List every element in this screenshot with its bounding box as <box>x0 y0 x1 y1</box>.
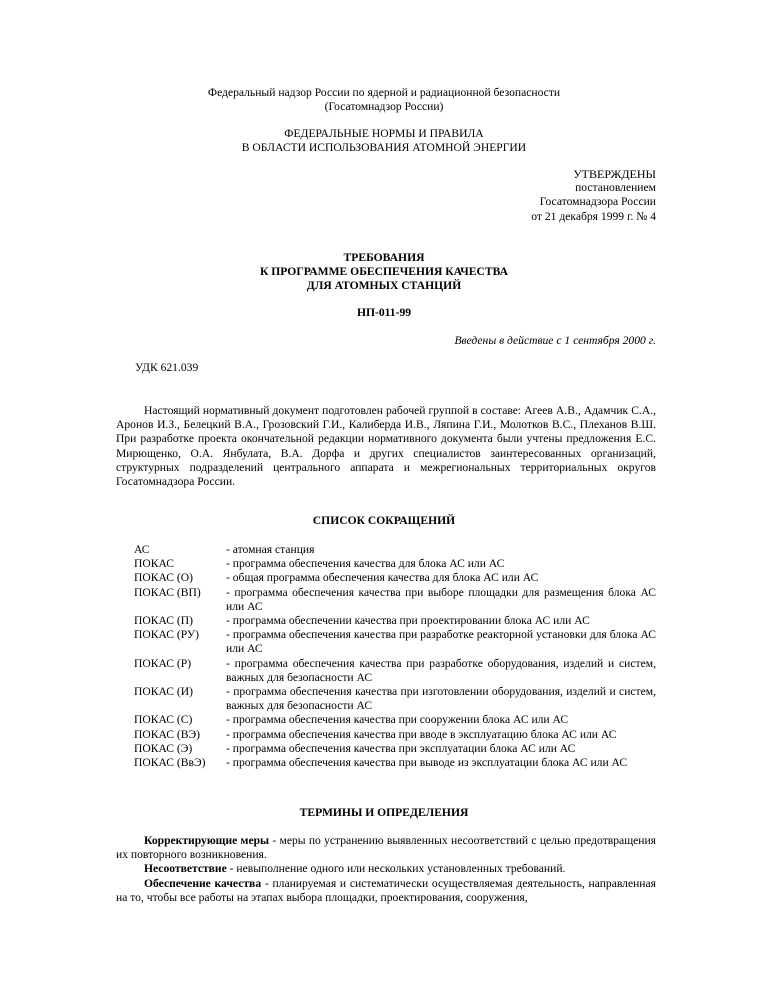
abbreviation-row <box>134 685 656 713</box>
abbreviation-key: ПОКАС (РУ) <box>134 628 199 642</box>
abbreviation-value: - общая программа обеспечения качества для блока АС или АС <box>226 571 539 585</box>
term-entry <box>116 877 656 905</box>
approval-line-4: от 21 декабря 1999 г. № 4 <box>531 209 656 223</box>
agency-name: Федеральный надзор России по ядерной и радиационной безопасности <box>207 86 561 99</box>
abbreviation-row <box>134 728 656 742</box>
term-definition: - невыполнение одного или нескольких установленных требований. <box>226 862 566 876</box>
term-name: Несоответствие <box>144 862 227 876</box>
term-definition: - планируемая и систематически осуществляемая деятельность, направленная на то, чтобы все работы на этапах выбора площадки, проектирования, сооружения, <box>116 876 656 904</box>
abbreviation-row <box>134 557 656 571</box>
abbreviation-key: ПОКАС (ВвЭ) <box>134 756 206 770</box>
abbreviation-key: ПОКАС (ВП) <box>134 585 201 599</box>
abbreviation-key: ПОКАС <box>134 557 175 571</box>
document-title <box>0 251 768 294</box>
abbreviation-value: - программа обеспечения качества при эксплуатации блока АС или АС <box>226 741 576 755</box>
norms-header <box>0 127 768 155</box>
udk-code: УДК 621.039 <box>135 361 199 374</box>
abbreviation-value: - программа обеспечения качества при разработке оборудования, изделий и систем, важных для безопасности АС <box>226 656 656 684</box>
abbreviation-key: ПОКАС (ВЭ) <box>134 727 201 741</box>
abbreviation-value: - программа обеспечении качества при проектировании блока АС или АС <box>226 614 590 628</box>
abbreviation-value: - программа обеспечения качества при выводе из эксплуатации блока АС или АС <box>226 756 628 770</box>
abbreviations-list <box>134 543 656 770</box>
abbreviation-row <box>134 586 656 614</box>
abbreviation-row <box>134 713 656 727</box>
approval-line-2: постановлением <box>575 181 656 195</box>
term-entry <box>116 862 656 876</box>
abbreviation-value: - программа обеспечения качества для блока АС или АС <box>226 557 505 571</box>
norms-line-1: ФЕДЕРАЛЬНЫЕ НОРМЫ И ПРАВИЛА <box>284 127 484 140</box>
abbreviation-row <box>134 742 656 756</box>
term-name: Корректирующие меры <box>144 834 270 847</box>
abbreviation-value: - программа обеспечения качества при изготовлении оборудования, изделий и систем, важных для безопасности АС <box>226 685 656 713</box>
title-line-3: ДЛЯ АТОМНЫХ СТАНЦИЙ <box>306 279 462 293</box>
document-code: НП-011-99 <box>356 306 412 319</box>
terms-list <box>116 834 656 905</box>
abbreviation-value: - программа обеспечения качества при разработке реакторной установки для блока АС или АС <box>226 628 656 656</box>
abbreviation-key: ПОКАС (С) <box>134 713 193 727</box>
abbreviation-key: АС <box>134 543 150 556</box>
abbreviation-key: ПОКАС (И) <box>134 685 193 699</box>
abbreviation-row <box>134 657 656 685</box>
term-definition: - меры по устранению выявленных несоответствий с целью предотвращения их повторного возникновения. <box>116 834 657 862</box>
intro-paragraph: Настоящий нормативный документ подготовлен рабочей группой в составе: Агеев А.В., Адамчик С.А., Аронов И.З., Белецкий В.А., Грозовский Г.И., Калиберда И.В., Ляпина Г.И., Молотков В.С., Плеханов В.Ш. При разработке проекта окончательной редакции нормативного документа были учтены предложения Е.С. Мирющенко, О.А. Янбулата, В.А. Дорфа и других специалистов заинтересованных организаций, структурных подразделений центрального аппарата и межрегиональных территориальных округов Госатомнадзора России. <box>116 404 656 489</box>
effective-date: Введены в действие с 1 сентября 2000 г. <box>454 334 656 347</box>
title-line-1: ТРЕБОВАНИЯ <box>343 251 425 264</box>
abbreviation-key: ПОКАС (П) <box>134 614 193 628</box>
abbreviations-heading: СПИСОК СОКРАЩЕНИЙ <box>312 514 456 527</box>
abbreviation-row <box>134 756 656 770</box>
abbreviation-value: - программа обеспечения качества при сооружении блока АС или АС <box>226 713 569 727</box>
abbreviation-row <box>134 614 656 628</box>
approval-block <box>400 167 656 224</box>
abbreviation-value: - программа обеспечения качества при вводе в эксплуатацию блока АС или АС <box>226 727 617 741</box>
term-name: Обеспечение качества <box>144 876 262 890</box>
abbreviation-key: ПОКАС (Р) <box>134 656 192 670</box>
abbreviation-key: ПОКАС (Э) <box>134 741 193 755</box>
title-line-2: К ПРОГРАММЕ ОБЕСПЕЧЕНИЯ КАЧЕСТВА <box>259 265 509 279</box>
terms-heading: ТЕРМИНЫ И ОПРЕДЕЛЕНИЯ <box>299 806 469 819</box>
abbreviation-value: - атомная станция <box>226 543 315 556</box>
agency-header <box>0 86 768 114</box>
abbreviation-row <box>134 571 656 585</box>
abbreviation-value: - программа обеспечения качества при выборе площадки для размещения блока АС или АС <box>226 585 656 613</box>
term-entry <box>116 834 656 862</box>
abbreviation-row <box>134 628 656 656</box>
approval-line-3: Госатомнадзора России <box>539 195 656 209</box>
abbreviation-key: ПОКАС (О) <box>134 571 193 585</box>
agency-short-name: (Госатомнадзор России) <box>324 100 444 114</box>
abbreviation-row <box>134 543 656 557</box>
approval-line-1: УТВЕРЖДЕНЫ <box>573 167 656 181</box>
norms-line-2: В ОБЛАСТИ ИСПОЛЬЗОВАНИЯ АТОМНОЙ ЭНЕРГИИ <box>241 141 527 155</box>
